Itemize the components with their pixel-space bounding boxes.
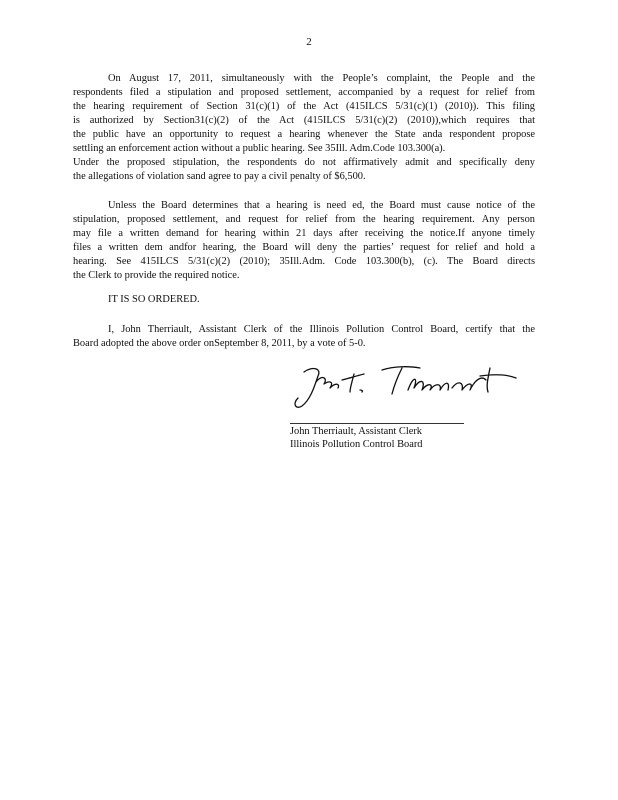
text-line: files a written dem andfor hearing, the Board will deny the parties’ request for relief and hold a bbox=[73, 242, 535, 253]
text-line: the Clerk to provide the required notice. bbox=[73, 270, 240, 281]
text-line: hearing. See 415ILCS 5/31(c)(2) (2010); 35Ill.Adm. Code 103.300(b), (c). The Board directs bbox=[73, 256, 535, 267]
text-line: Board adopted the above order onSeptember 8, 2011, by a vote of 5-0. bbox=[73, 338, 366, 349]
text-line: On August 17, 2011, simultaneously with the People’s complaint, the People and the bbox=[108, 73, 535, 84]
signer-organization: Illinois Pollution Control Board bbox=[290, 439, 423, 450]
handwritten-signature bbox=[290, 360, 530, 412]
text-line: Under the proposed stipulation, the respondents do not affirmatively admit and specifically deny bbox=[73, 157, 535, 168]
text-line: the allegations of violation sand agree to pay a civil penalty of $6,500. bbox=[73, 171, 366, 182]
so-ordered-line: IT IS SO ORDERED. bbox=[108, 294, 200, 305]
text-line: I, John Therriault, Assistant Clerk of the Illinois Pollution Control Board, certify that the bbox=[108, 324, 535, 335]
signature-line bbox=[290, 423, 464, 424]
page-number: 2 bbox=[306, 36, 312, 48]
text-line: the public have an opportunity to request a hearing whenever the State anda respondent propose bbox=[73, 129, 535, 140]
text-line: settling an enforcement action without a public hearing. See 35Ill. Adm.Code 103.300(a). bbox=[73, 143, 446, 154]
text-line: Unless the Board determines that a hearing is need ed, the Board must cause notice of the bbox=[108, 200, 535, 211]
signer-name-title: John Therriault, Assistant Clerk bbox=[290, 426, 422, 437]
text-line: respondents filed a stipulation and proposed settlement, accompanied by a request for relief from bbox=[73, 87, 535, 98]
text-line: stipulation, proposed settlement, and request for relief from the hearing requirement. Any person bbox=[73, 214, 535, 225]
text-line: may file a written demand for hearing within 21 days after receiving the notice.If anyone timely bbox=[73, 228, 535, 239]
text-line: is authorized by Section31(c)(2) of the Act (415ILCS 5/31(c)(2) (2010)),which requires that bbox=[73, 115, 535, 126]
text-line: the hearing requirement of Section 31(c)(1) of the Act (415ILCS 5/31(c)(1) (2010)). This filing bbox=[73, 101, 535, 112]
